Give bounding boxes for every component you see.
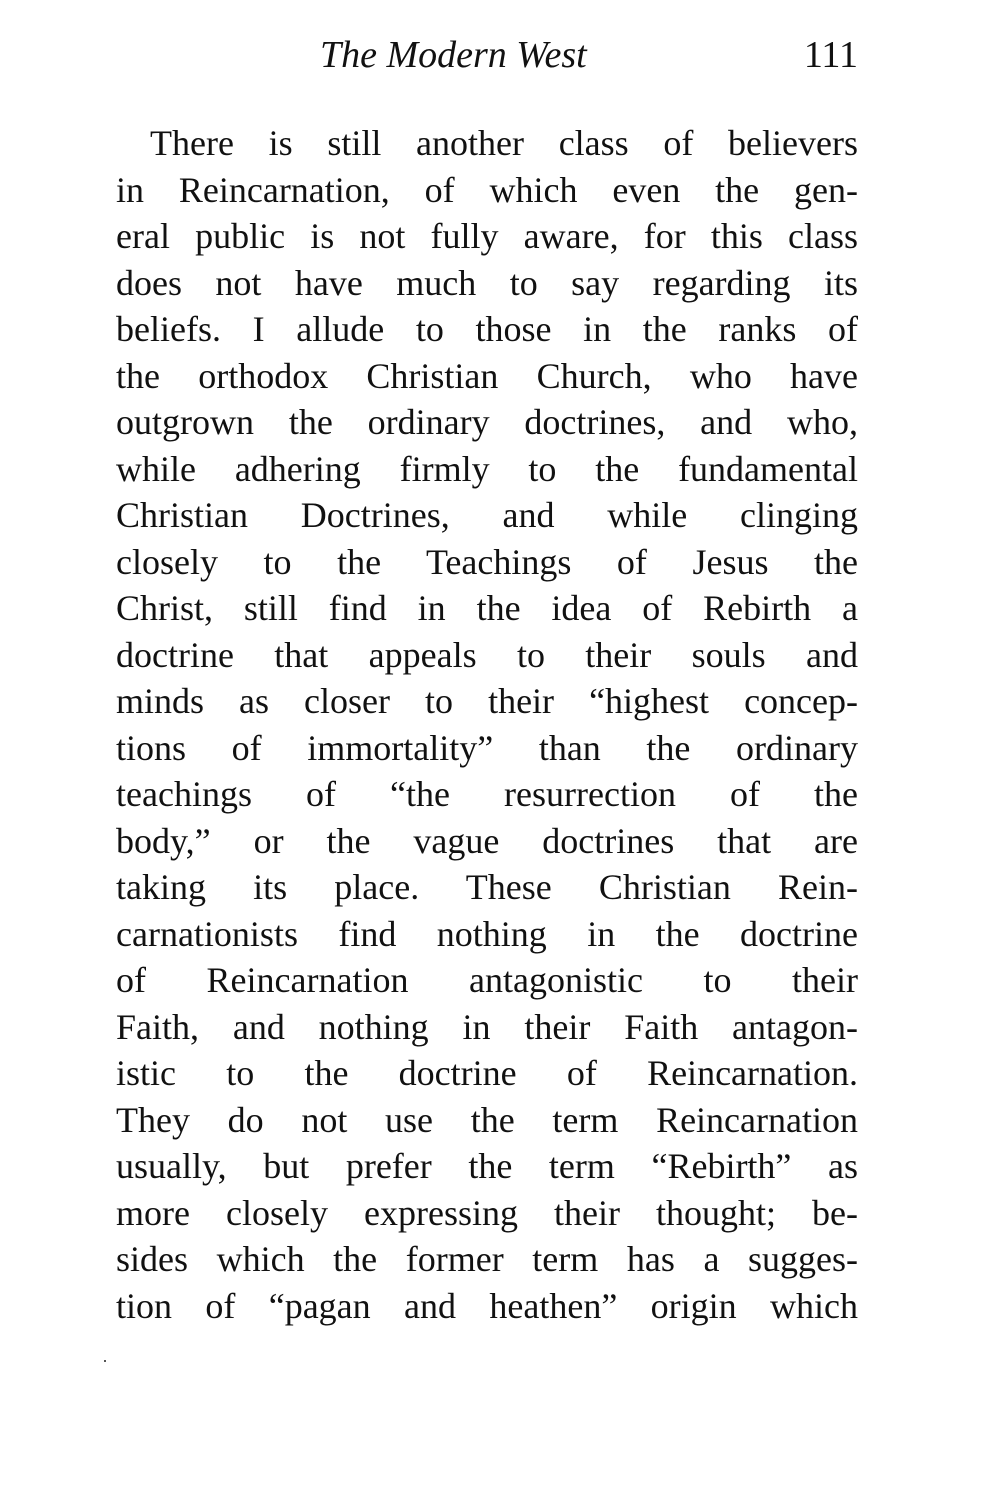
text-line: Faith, and nothing in their Faith antagon- [116, 1006, 858, 1047]
text-line: teachings of “the resurrection of the [116, 774, 858, 814]
text-line: outgrown the ordinary doctrines, and who, [116, 402, 858, 442]
text-line: while adhering firmly to the fundamental [116, 448, 858, 489]
running-title: The Modern West [320, 34, 587, 76]
text-line: sides which the former term has a sugges- [116, 1239, 858, 1279]
text-line: does not have much to say regarding its [116, 262, 858, 303]
text-line: Christ, still find in the idea of Rebirth a [116, 588, 858, 628]
text-line: closely to the Teachings of Jesus the [116, 541, 858, 582]
text-line: carnationists find nothing in the doctrine [116, 913, 858, 954]
text-line: tions of immortality” than the ordinary [116, 727, 858, 768]
running-header [116, 30, 858, 80]
text-line: in Reincarnation, of which even the gen- [116, 169, 858, 210]
text-line: body,” or the vague doctrines that are [116, 820, 858, 861]
scan-speck [104, 1360, 106, 1362]
text-line: tion of “pagan and heathen” origin which [116, 1285, 858, 1326]
body-paragraph [116, 120, 858, 1329]
text-line: minds as closer to their “highest concep- [116, 681, 858, 721]
text-line: usually, but prefer the term “Rebirth” as [116, 1146, 858, 1186]
text-line: taking its place. These Christian Rein- [116, 867, 858, 907]
text-line: beliefs. I allude to those in the ranks of [116, 309, 858, 349]
text-line: istic to the doctrine of Reincarnation. [116, 1053, 858, 1093]
page-number: 111 [803, 34, 858, 76]
text-line: Christian Doctrines, and while clinging [116, 495, 858, 535]
text-line: There is still another class of believers [150, 123, 858, 163]
text-line: eral public is not fully aware, for this class [116, 216, 858, 256]
text-line: of Reincarnation antagonistic to their [116, 960, 858, 1000]
text-line: more closely expressing their thought; be- [116, 1192, 858, 1233]
text-line: They do not use the term Reincarnation [116, 1099, 858, 1140]
text-line: doctrine that appeals to their souls and [116, 634, 858, 675]
text-line: the orthodox Christian Church, who have [116, 355, 858, 396]
